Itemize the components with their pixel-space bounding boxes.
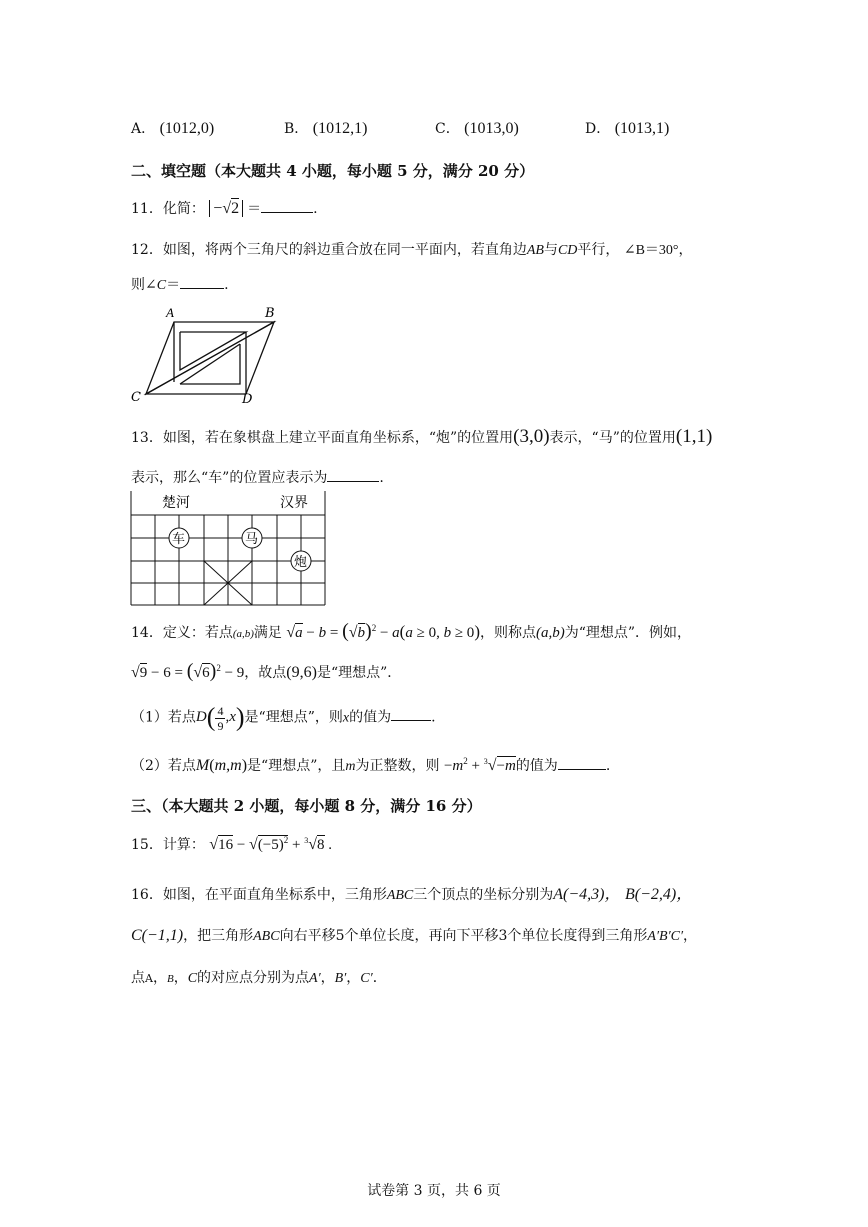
option-b bbox=[284, 118, 367, 138]
point-c: C(−1,1) bbox=[131, 927, 184, 944]
answer-blank[interactable] bbox=[391, 706, 431, 721]
question-16-line2 bbox=[131, 925, 697, 945]
question-14-line1 bbox=[131, 620, 691, 643]
question-14-sub1 bbox=[131, 703, 436, 733]
text: 是“理想点”． bbox=[316, 665, 402, 681]
option-value: (1013,1) bbox=[614, 120, 670, 137]
vertex-c: C bbox=[131, 390, 141, 405]
pao-position: (3,0) bbox=[513, 426, 550, 447]
vertex-a: A bbox=[166, 305, 174, 320]
text: 是“理想点”，且 bbox=[247, 758, 346, 774]
triangle-abc: ABC bbox=[253, 929, 280, 944]
question-text: 15．计算： bbox=[131, 837, 205, 853]
calc-expression: $√16 - √(-5)^2 + ^3√8$ . bbox=[209, 835, 333, 853]
period: . bbox=[313, 201, 318, 217]
question-text: 12．如图，将两个三角尺的斜边重合放在同一平面内，若直角边 bbox=[131, 242, 527, 258]
point-ab: (a,b) bbox=[232, 628, 254, 640]
vertex-b: B bbox=[265, 306, 275, 321]
variable-x: x bbox=[342, 710, 350, 726]
point-b: B(−2,4)， bbox=[624, 886, 693, 903]
question-text: 14．定义：若点 bbox=[131, 625, 233, 641]
question-13-line1 bbox=[131, 426, 712, 448]
option-a bbox=[131, 118, 214, 138]
text: 是“理想点”，则 bbox=[244, 709, 343, 726]
expression: $-m^2 + ^3√-m$ bbox=[443, 756, 516, 774]
river-label-right: 汉界 bbox=[280, 495, 308, 511]
text: （2）若点 bbox=[131, 758, 196, 774]
point-96: (9,6) bbox=[286, 664, 317, 681]
triangle-inner-1 bbox=[180, 332, 246, 370]
question-16-line3: 点A，B，C的对应点分别为点A′，B′，C′． bbox=[131, 970, 387, 986]
inner-hypotenuse bbox=[180, 344, 240, 384]
equals-sign: ＝ bbox=[166, 277, 181, 293]
question-12-line1 bbox=[131, 239, 693, 259]
triangle-figure bbox=[128, 302, 288, 408]
option-label: A． bbox=[131, 121, 156, 137]
question-13-line2 bbox=[131, 467, 384, 487]
point-label-a-prime: A′ bbox=[309, 971, 321, 986]
text: 的值为 bbox=[349, 709, 392, 726]
triangle-abc: ABC bbox=[386, 888, 414, 903]
chess-board bbox=[130, 491, 326, 607]
example-formula: $√9 - 6 = (√6)^2 - 9$ bbox=[131, 660, 245, 682]
question-11 bbox=[131, 198, 318, 218]
text: 三个顶点的坐标分别为 bbox=[413, 887, 554, 903]
section-heading: 三、（本大题共 2 小题，每小题 8 分，满分 16 分） bbox=[131, 797, 482, 815]
question-16-line1 bbox=[131, 881, 692, 904]
answer-blank[interactable] bbox=[180, 274, 224, 289]
point-label-c-prime: C′ bbox=[360, 971, 373, 986]
question-12-line2 bbox=[131, 274, 229, 294]
point-label-a: A bbox=[145, 972, 153, 985]
option-value: (1012,1) bbox=[312, 120, 368, 137]
section-heading: 二、填空题（本大题共 4 小题，每小题 5 分，满分 20 分） bbox=[131, 162, 535, 180]
text: 则∠ bbox=[131, 277, 157, 293]
point-d: D( $\frac{4}{9}$ ,x) bbox=[195, 703, 245, 733]
point-label-b: B bbox=[166, 973, 174, 985]
question-14-sub2 bbox=[131, 755, 610, 775]
angle-c: C bbox=[156, 278, 167, 293]
option-d bbox=[585, 118, 669, 138]
point-ab: (a,b) bbox=[535, 625, 565, 641]
text: ，故点 bbox=[244, 665, 287, 681]
triangle-abc-prime: A′B′C′ bbox=[647, 929, 684, 944]
equals-sign: ＝ bbox=[247, 201, 262, 217]
text: 向右平移5个单位长度，再向下平移3个单位长度得到三角形 bbox=[279, 928, 648, 944]
answer-blank[interactable] bbox=[558, 755, 606, 770]
option-c bbox=[435, 118, 519, 138]
option-label: D． bbox=[585, 121, 611, 137]
definition-formula: $√a - b = (√b)^2 - a(a \ge 0$, b ≥ 0) bbox=[286, 620, 480, 642]
text: ． bbox=[372, 970, 387, 986]
period: . bbox=[605, 758, 611, 774]
segment-ab: AB bbox=[526, 243, 544, 258]
text: 满足 bbox=[253, 625, 282, 641]
option-label: B． bbox=[284, 121, 309, 137]
question-15 bbox=[131, 834, 332, 854]
point-m: M(m,m) bbox=[195, 757, 248, 774]
river-label-left: 楚河 bbox=[162, 495, 190, 511]
question-14-line2 bbox=[131, 660, 401, 683]
vertex-d: D bbox=[242, 392, 253, 407]
piece-pao-label: 炮 bbox=[294, 555, 308, 570]
page-footer: 试卷第 3 页，共 6 页 bbox=[367, 1183, 501, 1199]
point-a: A(−4,3)， bbox=[553, 886, 621, 903]
text: 为“理想点”．例如， bbox=[564, 625, 692, 641]
period: . bbox=[224, 277, 229, 293]
text: ，则称点 bbox=[479, 625, 536, 641]
period: . bbox=[431, 709, 436, 726]
text: ，把三角形 bbox=[183, 928, 254, 944]
abs-sqrt-expression: −√2 bbox=[209, 200, 247, 217]
triangle-outer-2 bbox=[146, 322, 274, 394]
text: 为正整数，则 bbox=[355, 758, 440, 774]
option-value: (1013,0) bbox=[464, 120, 519, 137]
angle-b: ∠B＝30°， bbox=[623, 243, 693, 258]
piece-che-label: 车 bbox=[172, 532, 186, 547]
text: 平行， bbox=[577, 242, 620, 258]
piece-ma-label: 马 bbox=[245, 532, 259, 547]
period: . bbox=[379, 470, 384, 486]
point-label-c: C bbox=[187, 971, 198, 986]
answer-blank[interactable] bbox=[261, 198, 313, 213]
question-text: 表示，那么“车”的位置应表示为 bbox=[131, 470, 328, 486]
text: ， bbox=[683, 928, 698, 944]
question-text: 化简： bbox=[162, 201, 205, 217]
text: 点 bbox=[131, 970, 145, 986]
text: 与 bbox=[543, 242, 558, 258]
answer-blank[interactable] bbox=[327, 467, 379, 482]
question-text: 13．如图，若在象棋盘上建立平面直角坐标系，“炮”的位置用 bbox=[131, 430, 514, 446]
text: 的对应点分别为点 bbox=[197, 970, 310, 986]
question-text: 16．如图，在平面直角坐标系中，三角形 bbox=[131, 887, 387, 903]
text: （1）若点 bbox=[131, 709, 196, 726]
text: 表示，“马”的位置用 bbox=[549, 430, 676, 446]
question-number: 11． bbox=[131, 201, 163, 217]
point-label-b-prime: B′ bbox=[334, 971, 347, 986]
text: 的值为 bbox=[515, 758, 558, 774]
variable-m: m bbox=[345, 759, 356, 774]
segment-cd: CD bbox=[557, 243, 578, 258]
ma-position: (1,1) bbox=[675, 426, 713, 447]
option-label: C． bbox=[435, 121, 460, 137]
option-value: (1012,0) bbox=[159, 120, 215, 137]
